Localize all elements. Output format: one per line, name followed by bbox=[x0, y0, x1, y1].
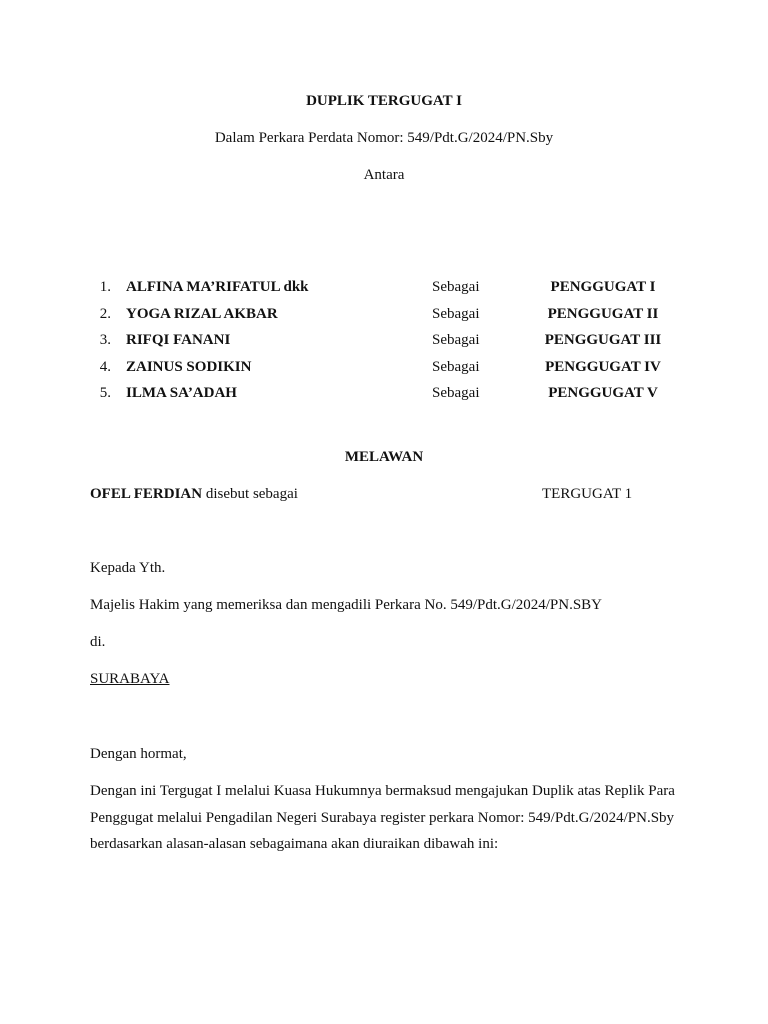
plaintiff-role: PENGGUGAT III bbox=[544, 332, 662, 348]
plaintiff-role: PENGGUGAT V bbox=[548, 385, 658, 401]
document-title: DUPLIK TERGUGAT I bbox=[306, 93, 462, 109]
defendant-role: TERGUGAT 1 bbox=[542, 486, 633, 502]
addressee-at: di. bbox=[90, 634, 106, 650]
plaintiff-number: 4. bbox=[99, 358, 111, 375]
versus-heading: MELAWAN bbox=[344, 449, 424, 465]
greeting: Dengan hormat, bbox=[90, 746, 187, 762]
defendant-as: disebut sebagai bbox=[205, 486, 298, 502]
plaintiff-name: RIFQI FANANI bbox=[126, 332, 231, 348]
plaintiff-role: PENGGUGAT II bbox=[547, 305, 659, 322]
defendant-line bbox=[90, 486, 298, 503]
plaintiff-number: 5. bbox=[99, 385, 111, 401]
intro-paragraph: Dengan ini Tergugat I melalui Kuasa Hukumnya bermaksud mengajukan Duplik atas Replik Para Penggugat melalui Pengadilan Negeri Surabaya register perkara Nomor: 549/Pdt.G/2024/PN.Sby berdasarkan alasan-alasan sebagaimana akan diuraikan dibawah ini: bbox=[90, 783, 675, 852]
plaintiff-role: PENGGUGAT IV bbox=[545, 358, 661, 375]
addressee-body: Majelis Hakim yang memeriksa dan mengadili Perkara No. 549/Pdt.G/2024/PN.SBY bbox=[90, 597, 603, 613]
addressee-to: Kepada Yth. bbox=[90, 560, 166, 576]
plaintiff-role: PENGGUGAT I bbox=[550, 279, 656, 295]
plaintiff-name: YOGA RIZAL AKBAR bbox=[126, 305, 278, 322]
plaintiff-as: Sebagai bbox=[432, 279, 480, 295]
plaintiff-name: ALFINA MA’RIFATUL dkk bbox=[126, 279, 309, 295]
plaintiff-as: Sebagai bbox=[432, 385, 480, 401]
plaintiff-as: Sebagai bbox=[432, 358, 480, 375]
addressee-city: SURABAYA bbox=[90, 671, 170, 687]
plaintiff-number: 3. bbox=[99, 332, 111, 348]
plaintiff-name: ZAINUS SODIKIN bbox=[126, 358, 252, 375]
plaintiff-as: Sebagai bbox=[432, 332, 480, 348]
plaintiff-as: Sebagai bbox=[432, 305, 480, 322]
plaintiff-number: 2. bbox=[99, 305, 111, 322]
plaintiff-number: 1. bbox=[99, 279, 111, 295]
plaintiff-name: ILMA SA’ADAH bbox=[126, 385, 237, 401]
defendant-name: OFEL FERDIAN bbox=[90, 486, 203, 502]
between-label: Antara bbox=[363, 167, 405, 183]
case-number-line: Dalam Perkara Perdata Nomor: 549/Pdt.G/2024/PN.Sby bbox=[214, 130, 554, 146]
